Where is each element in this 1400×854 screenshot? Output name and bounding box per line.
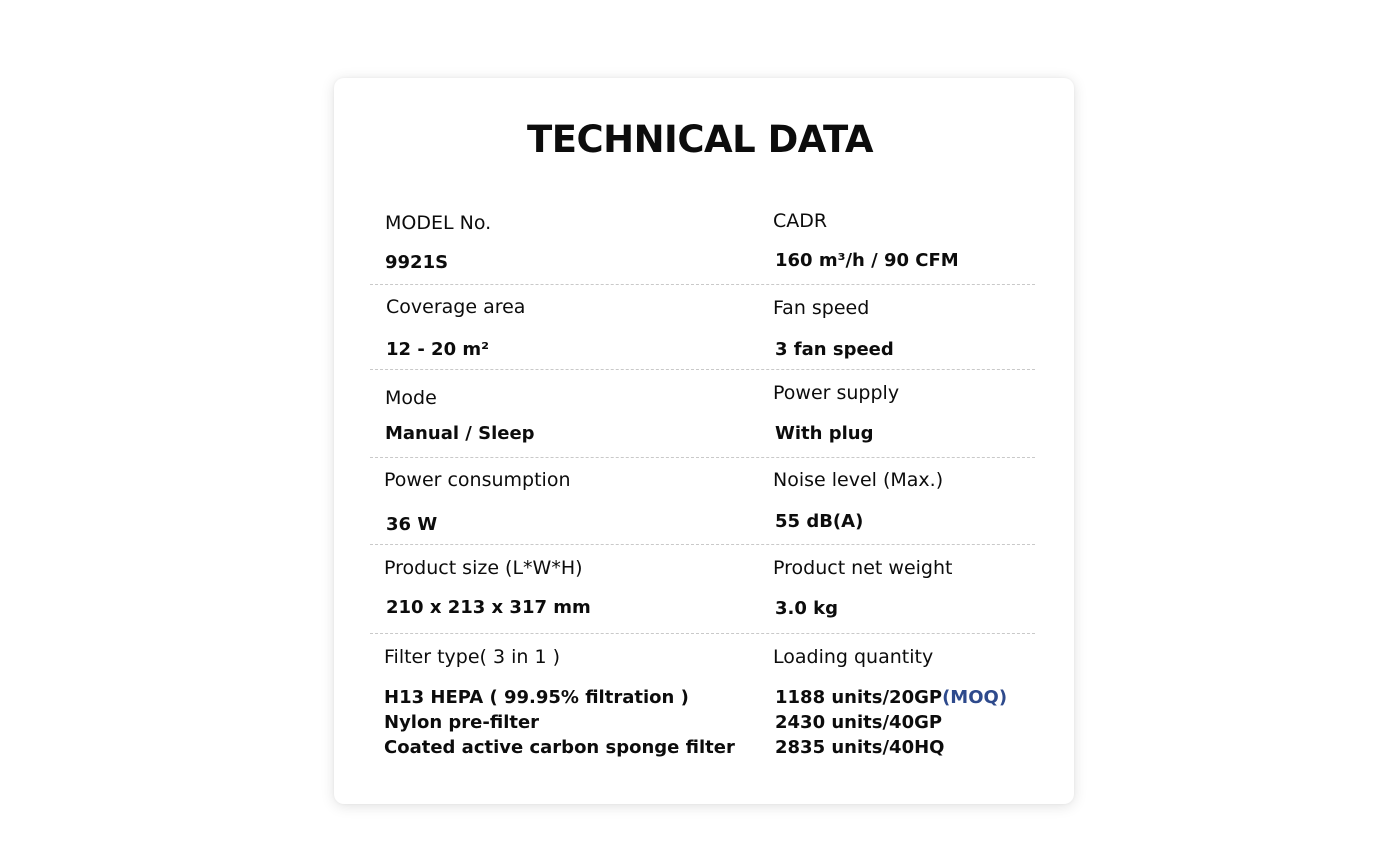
- loading-quantity-value: 2835 units/40HQ: [775, 737, 945, 758]
- coverage-area-label: Coverage area: [386, 296, 526, 318]
- moq-note: (MOQ): [942, 687, 1008, 708]
- power-consumption-value: 36 W: [386, 514, 438, 535]
- loading-quantity-value: [775, 685, 1007, 710]
- mode-label: Mode: [385, 387, 437, 409]
- cadr-value: 160 m³/h / 90 CFM: [775, 250, 959, 271]
- row-divider: [370, 369, 1035, 370]
- net-weight-label: Product net weight: [773, 557, 953, 579]
- net-weight-value: 3.0 kg: [775, 598, 839, 619]
- product-size-label: Product size (L*W*H): [384, 557, 583, 579]
- loading-quantity-value: 2430 units/40GP: [775, 712, 943, 733]
- model-value: 9921S: [385, 252, 449, 273]
- power-supply-value: With plug: [775, 423, 874, 444]
- noise-level-value: 55 dB(A): [775, 511, 864, 532]
- row-divider: [370, 633, 1035, 634]
- loading-quantity-label: Loading quantity: [773, 646, 934, 668]
- filter-type-value: Nylon pre-filter: [384, 712, 540, 733]
- model-label: MODEL No.: [385, 212, 492, 234]
- power-supply-label: Power supply: [773, 382, 900, 404]
- mode-value: Manual / Sleep: [385, 423, 535, 444]
- filter-type-value: H13 HEPA ( 99.95% filtration ): [384, 687, 689, 708]
- page-title: TECHNICAL DATA: [526, 118, 874, 161]
- fan-speed-label: Fan speed: [773, 297, 870, 319]
- row-divider: [370, 457, 1035, 458]
- filter-type-value: Coated active carbon sponge filter: [384, 737, 735, 758]
- filter-type-label: Filter type( 3 in 1 ): [384, 646, 561, 668]
- noise-level-label: Noise level (Max.): [773, 469, 944, 491]
- loading-quantity-20gp: 1188 units/20GP: [775, 687, 943, 708]
- power-consumption-label: Power consumption: [384, 469, 571, 491]
- filter-type-values: [384, 685, 735, 760]
- row-divider: [370, 544, 1035, 545]
- coverage-area-value: 12 - 20 m²: [386, 339, 490, 360]
- row-divider: [370, 284, 1035, 285]
- loading-quantity-values: [775, 685, 1007, 760]
- product-size-value: 210 x 213 x 317 mm: [386, 597, 591, 618]
- fan-speed-value: 3 fan speed: [775, 339, 894, 360]
- cadr-label: CADR: [773, 210, 828, 232]
